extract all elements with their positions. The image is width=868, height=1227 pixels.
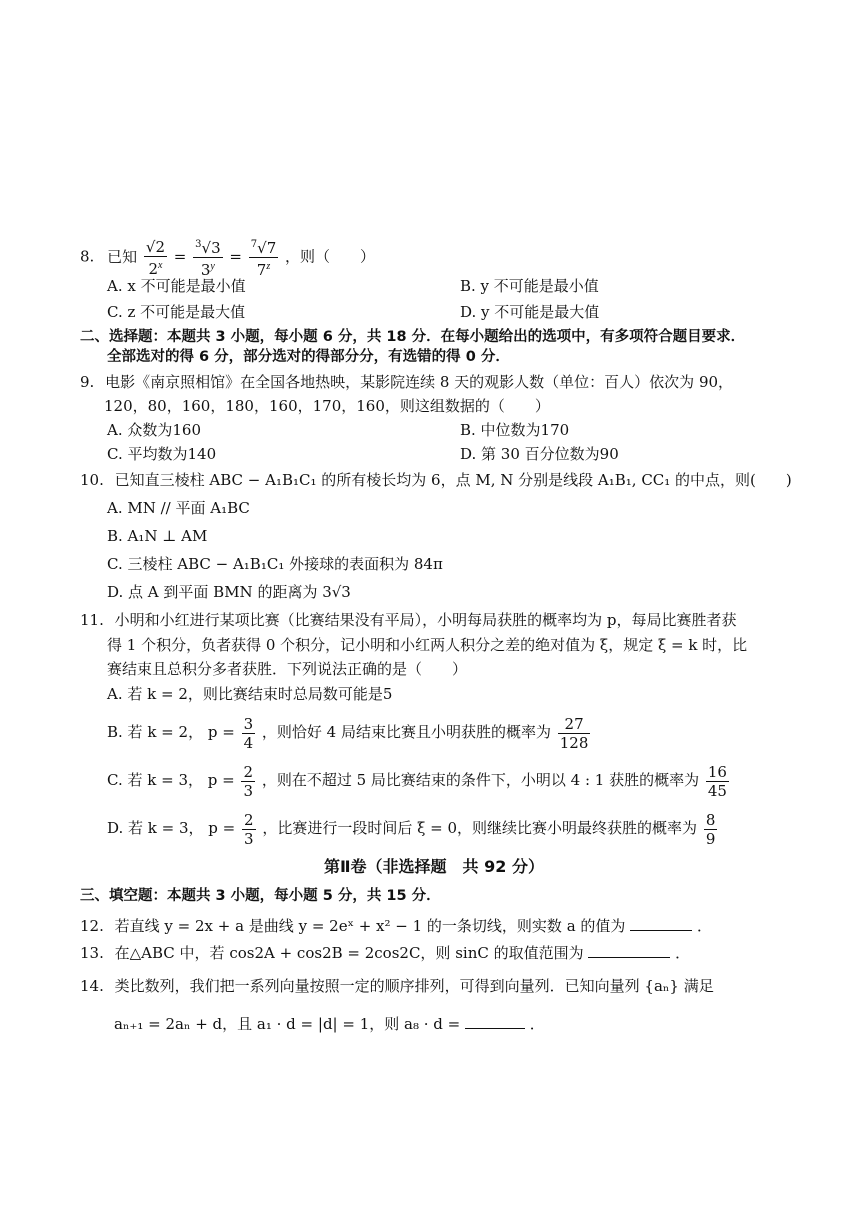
answer-blank[interactable] (588, 943, 670, 958)
option-b: B. y 不可能是最小值 (460, 277, 599, 295)
option-a: A. MN // 平面 A₁BC (107, 499, 250, 517)
question-end: ． (696, 917, 712, 935)
question-number: 8. (80, 247, 95, 266)
option-a: A. 若 k = 2，则比赛结束时总局数可能是5 (107, 685, 393, 703)
equation: $\frac{√2}{2^x}$ = $\frac{^3√3}{3^y}$ = $\frac{^7√7}{7^z}$ (145, 237, 277, 279)
question-end: ． (675, 944, 691, 962)
section-3-heading: 三、填空题：本题共 3 小题，每小题 5 分，共 15 分． (80, 888, 441, 904)
question-10 (80, 470, 792, 490)
question-stem: aₙ₊₁ = 2aₙ + d，且 a₁ · d = |d| = 1，则 a₈ · d = (114, 1015, 461, 1033)
question-stem: 已知 (107, 247, 138, 266)
question-14-line2 (114, 1014, 545, 1034)
question-11-line2: 得 1 个积分，负者获得 0 个积分，记小明和小红两人积分之差的绝对值为 ξ，规定 ξ = k 时，比 (107, 636, 748, 654)
option-c: C. z 不可能是最大值 (107, 303, 246, 321)
option-text: ，比赛进行一段时间后 ξ = 0，则继续比赛小明最终获胜的概率为 (262, 819, 698, 837)
question-8 (80, 236, 375, 279)
option-d: D. 点 A 到平面 BMN 的距离为 3√3 (107, 583, 351, 601)
question-stem-end: ，则（ ） (285, 247, 376, 266)
option-c: C. 平均数为140 (107, 445, 217, 463)
option-c: C. 三棱柱 ABC − A₁B₁C₁ 外接球的表面积为 84π (107, 555, 443, 573)
section-2-heading: 二、选择题：本题共 3 小题，每小题 6 分，共 18 分．在每小题给出的选项中，有多项符合题目要求． (80, 329, 746, 345)
option-b (107, 712, 592, 752)
question-end: ． (529, 1015, 545, 1033)
question-number: 11. (80, 611, 104, 629)
question-number: 14. (80, 977, 104, 995)
option-d (107, 808, 719, 848)
question-stem: 已知直三棱柱 ABC − A₁B₁C₁ 的所有棱长均为 6，点 M, N 分别是线段 A₁B₁, CC₁ 的中点，则( ) (114, 471, 792, 489)
fraction: $\frac{3}{4}$ (243, 714, 254, 752)
option-a: A. 众数为160 (107, 421, 201, 439)
option-text: ，则恰好 4 局结束比赛且小明获胜的概率为 (261, 723, 551, 741)
option-text: C. 若 k = 3， p = (107, 771, 235, 789)
fraction: $\frac{8}{9}$ (705, 810, 716, 848)
question-stem: 电影《南京照相馆》在全国各地热映，某影院连续 8 天的观影人数（单位：百人）依次为 90， (105, 373, 734, 391)
option-text: ，则在不超过 5 局比赛结束的条件下，小明以 4 : 1 获胜的概率为 (261, 771, 700, 789)
part-2-title: 第Ⅱ卷（非选择题 共 92 分） (324, 857, 544, 876)
option-b: B. A₁N ⊥ AM (107, 527, 208, 545)
question-number: 13. (80, 944, 104, 962)
answer-blank[interactable] (465, 1014, 525, 1029)
question-9-line2: 120，80，160，180，160，170，160，则这组数据的（ ） (104, 397, 550, 415)
fraction: $\frac{2}{3}$ (243, 762, 254, 800)
fraction: $\frac{2}{3}$ (244, 810, 254, 848)
question-12 (80, 916, 712, 936)
question-number: 12. (80, 917, 104, 935)
question-13 (80, 943, 690, 963)
question-11 (80, 610, 737, 630)
question-number: 10. (80, 471, 104, 489)
option-b: B. 中位数为170 (460, 421, 570, 439)
fraction: $\frac{16}{45}$ (707, 762, 727, 800)
question-number: 9. (80, 373, 95, 391)
option-c (107, 760, 731, 800)
option-a: A. x 不可能是最小值 (107, 277, 246, 295)
question-stem: 类比数列，我们把一系列向量按照一定的顺序排列，可得到向量列．已知向量列 {aₙ} 满足 (114, 977, 714, 995)
answer-blank[interactable] (630, 916, 692, 931)
question-stem: 小明和小红进行某项比赛（比赛结果没有平局），小明每局获胜的概率均为 p，每局比赛胜者获 (114, 611, 737, 629)
question-stem: 在△ABC 中，若 cos2A + cos2B = 2cos2C，则 sinC 的取值范围为 (114, 944, 584, 962)
option-d: D. 第 30 百分位数为90 (460, 445, 619, 463)
fraction: $\frac{27}{128}$ (559, 714, 589, 752)
section-2-note: 全部选对的得 6 分，部分选对的得部分分，有选错的得 0 分． (107, 349, 510, 365)
question-9 (80, 372, 733, 392)
question-11-line3: 赛结束且总积分多者获胜．下列说法正确的是（ ） (107, 660, 468, 678)
option-text: D. 若 k = 3， p = (107, 819, 236, 837)
option-d: D. y 不可能是最大值 (460, 303, 600, 321)
question-14 (80, 976, 714, 996)
question-stem: 若直线 y = 2x + a 是曲线 y = 2eˣ + x² − 1 的一条切线，则实数 a 的值为 (114, 917, 626, 935)
option-text: B. 若 k = 2， p = (107, 723, 235, 741)
